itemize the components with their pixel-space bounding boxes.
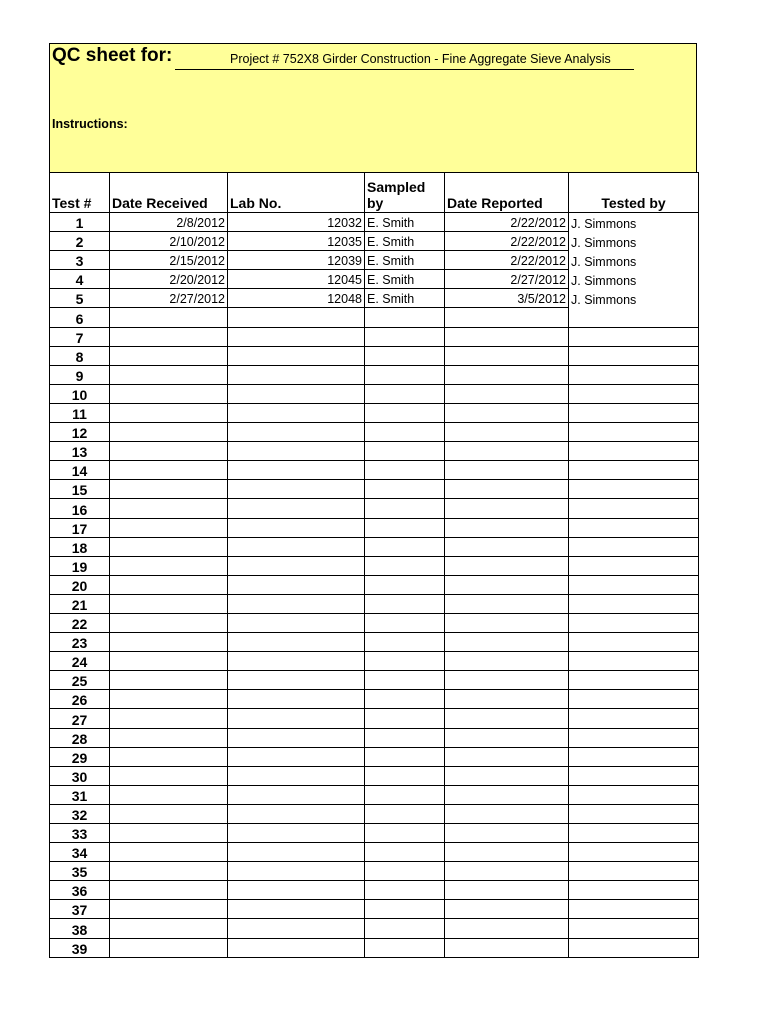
cell-test-number: 7 <box>50 327 110 346</box>
cell-date-received[interactable] <box>110 785 228 804</box>
cell-date-reported[interactable] <box>445 346 569 365</box>
cell-lab-no[interactable] <box>228 327 365 346</box>
cell-date-received[interactable] <box>110 804 228 823</box>
cell-lab-no[interactable] <box>228 365 365 384</box>
cell-tested-by[interactable]: J. Simmons <box>569 232 699 251</box>
cell-sampled-by[interactable] <box>365 556 445 575</box>
cell-date-reported[interactable] <box>445 480 569 499</box>
cell-sampled-by[interactable] <box>365 575 445 594</box>
cell-lab-no[interactable] <box>228 403 365 422</box>
table-row <box>50 556 699 575</box>
cell-date-reported[interactable] <box>445 881 569 900</box>
cell-tested-by[interactable] <box>569 747 699 766</box>
cell-tested-by[interactable] <box>569 365 699 384</box>
cell-test-number: 30 <box>50 766 110 785</box>
cell-tested-by[interactable] <box>569 766 699 785</box>
cell-lab-no[interactable]: 12035 <box>228 232 365 251</box>
cell-sampled-by[interactable] <box>365 594 445 613</box>
cell-date-reported[interactable] <box>445 785 569 804</box>
cell-date-received[interactable] <box>110 862 228 881</box>
cell-date-reported[interactable]: 3/5/2012 <box>445 289 569 308</box>
table-row <box>50 766 699 785</box>
cell-tested-by[interactable] <box>569 384 699 403</box>
cell-date-reported[interactable] <box>445 766 569 785</box>
cell-sampled-by[interactable] <box>365 690 445 709</box>
cell-date-reported[interactable] <box>445 633 569 652</box>
cell-date-received[interactable] <box>110 690 228 709</box>
cell-tested-by[interactable] <box>569 881 699 900</box>
cell-date-reported[interactable] <box>445 327 569 346</box>
cell-sampled-by[interactable] <box>365 308 445 327</box>
cell-date-reported[interactable] <box>445 384 569 403</box>
cell-sampled-by[interactable] <box>365 862 445 881</box>
cell-date-reported[interactable] <box>445 461 569 480</box>
cell-sampled-by[interactable] <box>365 881 445 900</box>
table-row <box>50 461 699 480</box>
cell-date-received[interactable] <box>110 671 228 690</box>
cell-sampled-by[interactable] <box>365 518 445 537</box>
cell-date-reported[interactable] <box>445 556 569 575</box>
cell-sampled-by[interactable]: E. Smith <box>365 232 445 251</box>
cell-date-received[interactable] <box>110 423 228 442</box>
table-row <box>50 346 699 365</box>
cell-sampled-by[interactable] <box>365 499 445 518</box>
cell-date-reported[interactable] <box>445 613 569 632</box>
cell-lab-no[interactable] <box>228 613 365 632</box>
cell-test-number: 16 <box>50 499 110 518</box>
cell-date-received[interactable] <box>110 919 228 938</box>
cell-test-number: 24 <box>50 652 110 671</box>
cell-date-reported[interactable] <box>445 843 569 862</box>
cell-test-number: 2 <box>50 232 110 251</box>
column-header-test: Test # <box>50 173 110 213</box>
cell-sampled-by[interactable] <box>365 900 445 919</box>
cell-date-reported[interactable] <box>445 900 569 919</box>
cell-test-number: 3 <box>50 251 110 270</box>
cell-tested-by[interactable] <box>569 327 699 346</box>
cell-test-number: 19 <box>50 556 110 575</box>
cell-test-number: 28 <box>50 728 110 747</box>
table-row <box>50 843 699 862</box>
cell-tested-by[interactable] <box>569 423 699 442</box>
cell-date-reported[interactable] <box>445 518 569 537</box>
cell-lab-no[interactable] <box>228 747 365 766</box>
cell-test-number: 6 <box>50 308 110 327</box>
cell-test-number: 10 <box>50 384 110 403</box>
table-row <box>50 518 699 537</box>
table-row <box>50 728 699 747</box>
table-row <box>50 251 699 270</box>
cell-lab-no[interactable] <box>228 881 365 900</box>
cell-date-received[interactable] <box>110 403 228 422</box>
table-row <box>50 690 699 709</box>
cell-sampled-by[interactable] <box>365 384 445 403</box>
table-row <box>50 499 699 518</box>
cell-lab-no[interactable] <box>228 690 365 709</box>
cell-lab-no[interactable] <box>228 709 365 728</box>
table-row <box>50 270 699 289</box>
cell-sampled-by[interactable] <box>365 327 445 346</box>
cell-lab-no[interactable] <box>228 804 365 823</box>
cell-lab-no[interactable] <box>228 423 365 442</box>
cell-date-reported[interactable] <box>445 747 569 766</box>
cell-sampled-by[interactable] <box>365 938 445 957</box>
cell-date-received[interactable] <box>110 766 228 785</box>
cell-date-received[interactable] <box>110 346 228 365</box>
cell-test-number: 20 <box>50 575 110 594</box>
table-row <box>50 289 699 308</box>
cell-test-number: 8 <box>50 346 110 365</box>
cell-lab-no[interactable] <box>228 900 365 919</box>
project-name: Project # 752X8 Girder Construction - Fine Aggregate Sieve Analysis <box>230 52 611 66</box>
table-row <box>50 747 699 766</box>
cell-tested-by[interactable] <box>569 785 699 804</box>
cell-tested-by[interactable] <box>569 843 699 862</box>
cell-date-received[interactable] <box>110 938 228 957</box>
cell-sampled-by[interactable]: E. Smith <box>365 213 445 232</box>
cell-date-received[interactable]: 2/20/2012 <box>110 270 228 289</box>
cell-test-number: 29 <box>50 747 110 766</box>
cell-test-number: 37 <box>50 900 110 919</box>
cell-tested-by[interactable]: J. Simmons <box>569 213 699 232</box>
table-row <box>50 575 699 594</box>
column-header-sampled-by: Sampled by <box>365 173 445 213</box>
cell-lab-no[interactable] <box>228 785 365 804</box>
cell-date-reported[interactable] <box>445 594 569 613</box>
cell-date-reported[interactable] <box>445 423 569 442</box>
cell-lab-no[interactable] <box>228 671 365 690</box>
cell-sampled-by[interactable]: E. Smith <box>365 251 445 270</box>
cell-date-reported[interactable] <box>445 365 569 384</box>
cell-sampled-by[interactable]: E. Smith <box>365 270 445 289</box>
cell-test-number: 32 <box>50 804 110 823</box>
table-row <box>50 403 699 422</box>
cell-date-received[interactable]: 2/8/2012 <box>110 213 228 232</box>
table-row <box>50 671 699 690</box>
table-row <box>50 365 699 384</box>
table-row <box>50 423 699 442</box>
cell-test-number: 4 <box>50 270 110 289</box>
cell-sampled-by[interactable] <box>365 442 445 461</box>
cell-lab-no[interactable] <box>228 556 365 575</box>
cell-date-received[interactable] <box>110 843 228 862</box>
cell-tested-by[interactable] <box>569 671 699 690</box>
cell-sampled-by[interactable] <box>365 919 445 938</box>
cell-lab-no[interactable]: 12039 <box>228 251 365 270</box>
cell-date-reported[interactable] <box>445 709 569 728</box>
cell-date-received[interactable] <box>110 518 228 537</box>
cell-tested-by[interactable]: J. Simmons <box>569 289 699 308</box>
qc-sheet-title: QC sheet for: <box>52 45 173 66</box>
cell-test-number: 13 <box>50 442 110 461</box>
cell-date-received[interactable] <box>110 461 228 480</box>
column-header-date-reported: Date Reported <box>445 173 569 213</box>
cell-date-received[interactable] <box>110 308 228 327</box>
cell-date-reported[interactable]: 2/22/2012 <box>445 251 569 270</box>
table-row <box>50 633 699 652</box>
cell-tested-by[interactable] <box>569 537 699 556</box>
cell-date-received[interactable] <box>110 365 228 384</box>
cell-lab-no[interactable] <box>228 824 365 843</box>
cell-tested-by[interactable] <box>569 938 699 957</box>
cell-date-received[interactable] <box>110 709 228 728</box>
cell-date-received[interactable] <box>110 537 228 556</box>
cell-date-reported[interactable] <box>445 575 569 594</box>
table-row <box>50 652 699 671</box>
cell-sampled-by[interactable] <box>365 346 445 365</box>
cell-date-received[interactable] <box>110 594 228 613</box>
cell-date-reported[interactable] <box>445 308 569 327</box>
cell-test-number: 17 <box>50 518 110 537</box>
cell-sampled-by[interactable] <box>365 766 445 785</box>
cell-test-number: 5 <box>50 289 110 308</box>
table-row <box>50 442 699 461</box>
cell-date-reported[interactable] <box>445 862 569 881</box>
cell-test-number: 15 <box>50 480 110 499</box>
table-row <box>50 900 699 919</box>
table-header-row <box>50 173 699 213</box>
cell-date-received[interactable] <box>110 480 228 499</box>
cell-sampled-by[interactable] <box>365 652 445 671</box>
column-header-lab-no: Lab No. <box>228 173 365 213</box>
cell-tested-by[interactable] <box>569 403 699 422</box>
table-row <box>50 613 699 632</box>
cell-lab-no[interactable] <box>228 537 365 556</box>
cell-date-reported[interactable] <box>445 403 569 422</box>
cell-tested-by[interactable] <box>569 900 699 919</box>
cell-lab-no[interactable] <box>228 575 365 594</box>
cell-date-reported[interactable] <box>445 442 569 461</box>
cell-date-received[interactable] <box>110 575 228 594</box>
cell-tested-by[interactable] <box>569 480 699 499</box>
cell-test-number: 26 <box>50 690 110 709</box>
cell-date-received[interactable]: 2/27/2012 <box>110 289 228 308</box>
cell-lab-no[interactable] <box>228 442 365 461</box>
table-row <box>50 594 699 613</box>
cell-sampled-by[interactable] <box>365 480 445 499</box>
cell-tested-by[interactable] <box>569 709 699 728</box>
cell-tested-by[interactable] <box>569 613 699 632</box>
cell-sampled-by[interactable] <box>365 365 445 384</box>
cell-date-received[interactable] <box>110 728 228 747</box>
cell-date-received[interactable] <box>110 652 228 671</box>
cell-sampled-by[interactable] <box>365 785 445 804</box>
cell-test-number: 18 <box>50 537 110 556</box>
cell-lab-no[interactable]: 12032 <box>228 213 365 232</box>
cell-test-number: 34 <box>50 843 110 862</box>
table-row <box>50 785 699 804</box>
cell-test-number: 39 <box>50 938 110 957</box>
cell-tested-by[interactable] <box>569 346 699 365</box>
cell-sampled-by[interactable] <box>365 633 445 652</box>
cell-lab-no[interactable] <box>228 384 365 403</box>
cell-date-received[interactable] <box>110 747 228 766</box>
cell-tested-by[interactable] <box>569 575 699 594</box>
cell-sampled-by[interactable] <box>365 843 445 862</box>
cell-lab-no[interactable] <box>228 766 365 785</box>
cell-date-reported[interactable]: 2/22/2012 <box>445 232 569 251</box>
cell-date-reported[interactable] <box>445 919 569 938</box>
cell-tested-by[interactable] <box>569 461 699 480</box>
cell-date-reported[interactable] <box>445 537 569 556</box>
column-header-date-received: Date Received <box>110 173 228 213</box>
cell-tested-by[interactable] <box>569 556 699 575</box>
cell-date-reported[interactable] <box>445 938 569 957</box>
cell-sampled-by[interactable] <box>365 804 445 823</box>
table-row <box>50 938 699 957</box>
cell-tested-by[interactable] <box>569 652 699 671</box>
cell-lab-no[interactable] <box>228 843 365 862</box>
instructions-label: Instructions: <box>52 117 128 131</box>
cell-tested-by[interactable] <box>569 862 699 881</box>
cell-lab-no[interactable] <box>228 518 365 537</box>
cell-lab-no[interactable] <box>228 346 365 365</box>
project-line[interactable] <box>175 51 634 70</box>
cell-tested-by[interactable] <box>569 594 699 613</box>
cell-date-received[interactable] <box>110 633 228 652</box>
cell-lab-no[interactable] <box>228 938 365 957</box>
cell-test-number: 21 <box>50 594 110 613</box>
cell-date-received[interactable] <box>110 499 228 518</box>
cell-sampled-by[interactable] <box>365 537 445 556</box>
cell-sampled-by[interactable] <box>365 709 445 728</box>
cell-date-received[interactable] <box>110 613 228 632</box>
cell-test-number: 1 <box>50 213 110 232</box>
cell-lab-no[interactable] <box>228 728 365 747</box>
cell-test-number: 27 <box>50 709 110 728</box>
cell-sampled-by[interactable] <box>365 728 445 747</box>
cell-lab-no[interactable]: 12045 <box>228 270 365 289</box>
cell-tested-by[interactable] <box>569 804 699 823</box>
cell-date-received[interactable] <box>110 327 228 346</box>
cell-date-reported[interactable] <box>445 690 569 709</box>
cell-test-number: 36 <box>50 881 110 900</box>
cell-lab-no[interactable] <box>228 480 365 499</box>
cell-tested-by[interactable]: J. Simmons <box>569 251 699 270</box>
cell-date-received[interactable] <box>110 824 228 843</box>
table-row <box>50 213 699 232</box>
cell-lab-no[interactable] <box>228 652 365 671</box>
column-header-tested-by: Tested by <box>569 173 699 213</box>
cell-test-number: 33 <box>50 824 110 843</box>
table-row <box>50 804 699 823</box>
table-row <box>50 308 699 327</box>
cell-date-received[interactable]: 2/15/2012 <box>110 251 228 270</box>
cell-tested-by[interactable] <box>569 518 699 537</box>
cell-sampled-by[interactable] <box>365 461 445 480</box>
cell-date-received[interactable] <box>110 556 228 575</box>
cell-sampled-by[interactable] <box>365 613 445 632</box>
cell-tested-by[interactable] <box>569 690 699 709</box>
table-row <box>50 919 699 938</box>
cell-test-number: 31 <box>50 785 110 804</box>
cell-sampled-by[interactable]: E. Smith <box>365 289 445 308</box>
cell-tested-by[interactable] <box>569 308 699 327</box>
cell-date-received[interactable] <box>110 881 228 900</box>
cell-tested-by[interactable] <box>569 728 699 747</box>
cell-test-number: 35 <box>50 862 110 881</box>
cell-lab-no[interactable] <box>228 919 365 938</box>
table-row <box>50 384 699 403</box>
cell-test-number: 23 <box>50 633 110 652</box>
cell-date-reported[interactable] <box>445 671 569 690</box>
cell-date-reported[interactable] <box>445 728 569 747</box>
cell-date-reported[interactable]: 2/22/2012 <box>445 213 569 232</box>
cell-test-number: 12 <box>50 423 110 442</box>
cell-date-reported[interactable] <box>445 804 569 823</box>
table-row <box>50 709 699 728</box>
table-row <box>50 862 699 881</box>
cell-lab-no[interactable] <box>228 461 365 480</box>
cell-tested-by[interactable] <box>569 442 699 461</box>
table-row <box>50 881 699 900</box>
cell-sampled-by[interactable] <box>365 747 445 766</box>
cell-lab-no[interactable] <box>228 499 365 518</box>
table-row <box>50 327 699 346</box>
cell-lab-no[interactable] <box>228 862 365 881</box>
cell-date-received[interactable] <box>110 900 228 919</box>
cell-tested-by[interactable] <box>569 499 699 518</box>
cell-test-number: 25 <box>50 671 110 690</box>
cell-tested-by[interactable]: J. Simmons <box>569 270 699 289</box>
cell-tested-by[interactable] <box>569 919 699 938</box>
cell-date-received[interactable] <box>110 384 228 403</box>
cell-sampled-by[interactable] <box>365 403 445 422</box>
qc-header-box <box>49 43 697 173</box>
cell-test-number: 38 <box>50 919 110 938</box>
cell-sampled-by[interactable] <box>365 423 445 442</box>
cell-date-reported[interactable] <box>445 824 569 843</box>
table-row <box>50 232 699 251</box>
cell-sampled-by[interactable] <box>365 671 445 690</box>
qc-log-table <box>49 172 699 958</box>
cell-date-received[interactable] <box>110 442 228 461</box>
cell-sampled-by[interactable] <box>365 824 445 843</box>
cell-tested-by[interactable] <box>569 824 699 843</box>
table-row <box>50 537 699 556</box>
cell-test-number: 9 <box>50 365 110 384</box>
cell-lab-no[interactable]: 12048 <box>228 289 365 308</box>
table-row <box>50 824 699 843</box>
cell-test-number: 11 <box>50 403 110 422</box>
table-row <box>50 480 699 499</box>
cell-lab-no[interactable] <box>228 594 365 613</box>
cell-lab-no[interactable] <box>228 633 365 652</box>
cell-date-received[interactable]: 2/10/2012 <box>110 232 228 251</box>
cell-date-reported[interactable] <box>445 652 569 671</box>
cell-lab-no[interactable] <box>228 308 365 327</box>
cell-date-reported[interactable] <box>445 499 569 518</box>
cell-test-number: 22 <box>50 613 110 632</box>
cell-date-reported[interactable]: 2/27/2012 <box>445 270 569 289</box>
cell-test-number: 14 <box>50 461 110 480</box>
cell-tested-by[interactable] <box>569 633 699 652</box>
